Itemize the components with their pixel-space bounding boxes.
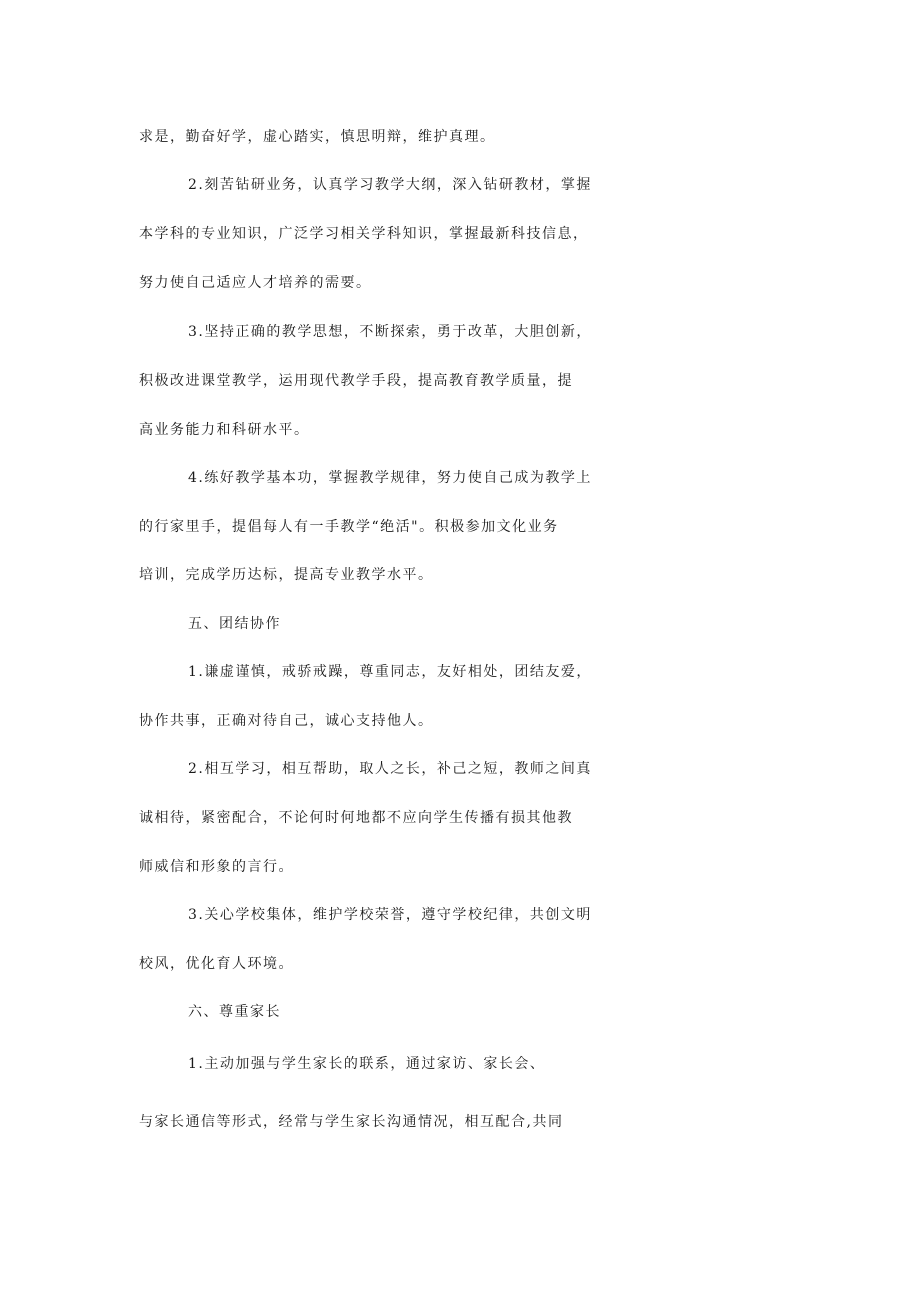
section-heading: 五、团结协作 [188, 616, 281, 632]
paragraph-line: 3.坚持正确的教学思想，不断探索，勇于改革，大胆创新， [188, 324, 592, 340]
paragraph-line: 协作共事，正确对待自己，诚心支持他人。 [139, 713, 434, 729]
paragraph-line: 2.相互学习，相互帮助，取人之长，补己之短，教师之间真 [188, 761, 592, 777]
paragraph-line: 与家长通信等形式，经常与学生家长沟通情况，相互配合,共同 [139, 1114, 564, 1130]
paragraph-line: 求是，勤奋好学，虚心踏实，慎思明辩，维护真理。 [139, 129, 496, 145]
paragraph-line: 3.关心学校集体，维护学校荣誉，遵守学校纪律，共创文明 [188, 907, 592, 923]
paragraph-line: 诚相待，紧密配合，不论何时何地都不应向学生传播有损其他教 [139, 810, 573, 826]
paragraph-line: 1.主动加强与学生家长的联系，通过家访、家长会、 [188, 1056, 546, 1072]
paragraph-line: 积极改进课堂教学，运用现代教学手段，提高教育教学质量，提 [139, 373, 573, 389]
paragraph-line: 本学科的专业知识，广泛学习相关学科知识，掌握最新科技信息， [139, 226, 589, 242]
paragraph-line: 校风，优化育人环境。 [139, 956, 294, 972]
paragraph-line: 1.谦虚谨慎，戒骄戒躁，尊重同志，友好相处，团结友爱， [188, 664, 592, 680]
paragraph-line: 培训，完成学历达标，提高专业教学水平。 [139, 567, 434, 583]
paragraph-line: 4.练好教学基本功，掌握教学规律，努力使自己成为教学上 [188, 470, 592, 486]
paragraph-line: 努力使自己适应人才培养的需要。 [139, 275, 372, 291]
section-heading: 六、尊重家长 [188, 1004, 281, 1020]
paragraph-line: 2.刻苦钻研业务，认真学习教学大纲，深入钻研教材，掌握 [188, 177, 592, 193]
paragraph-line: 的行家里手，提倡每人有一手教学“绝活"。积极参加文化业务 [139, 519, 559, 535]
paragraph-line: 高业务能力和科研水平。 [139, 422, 310, 438]
paragraph-line: 师威信和形象的言行。 [139, 859, 294, 875]
